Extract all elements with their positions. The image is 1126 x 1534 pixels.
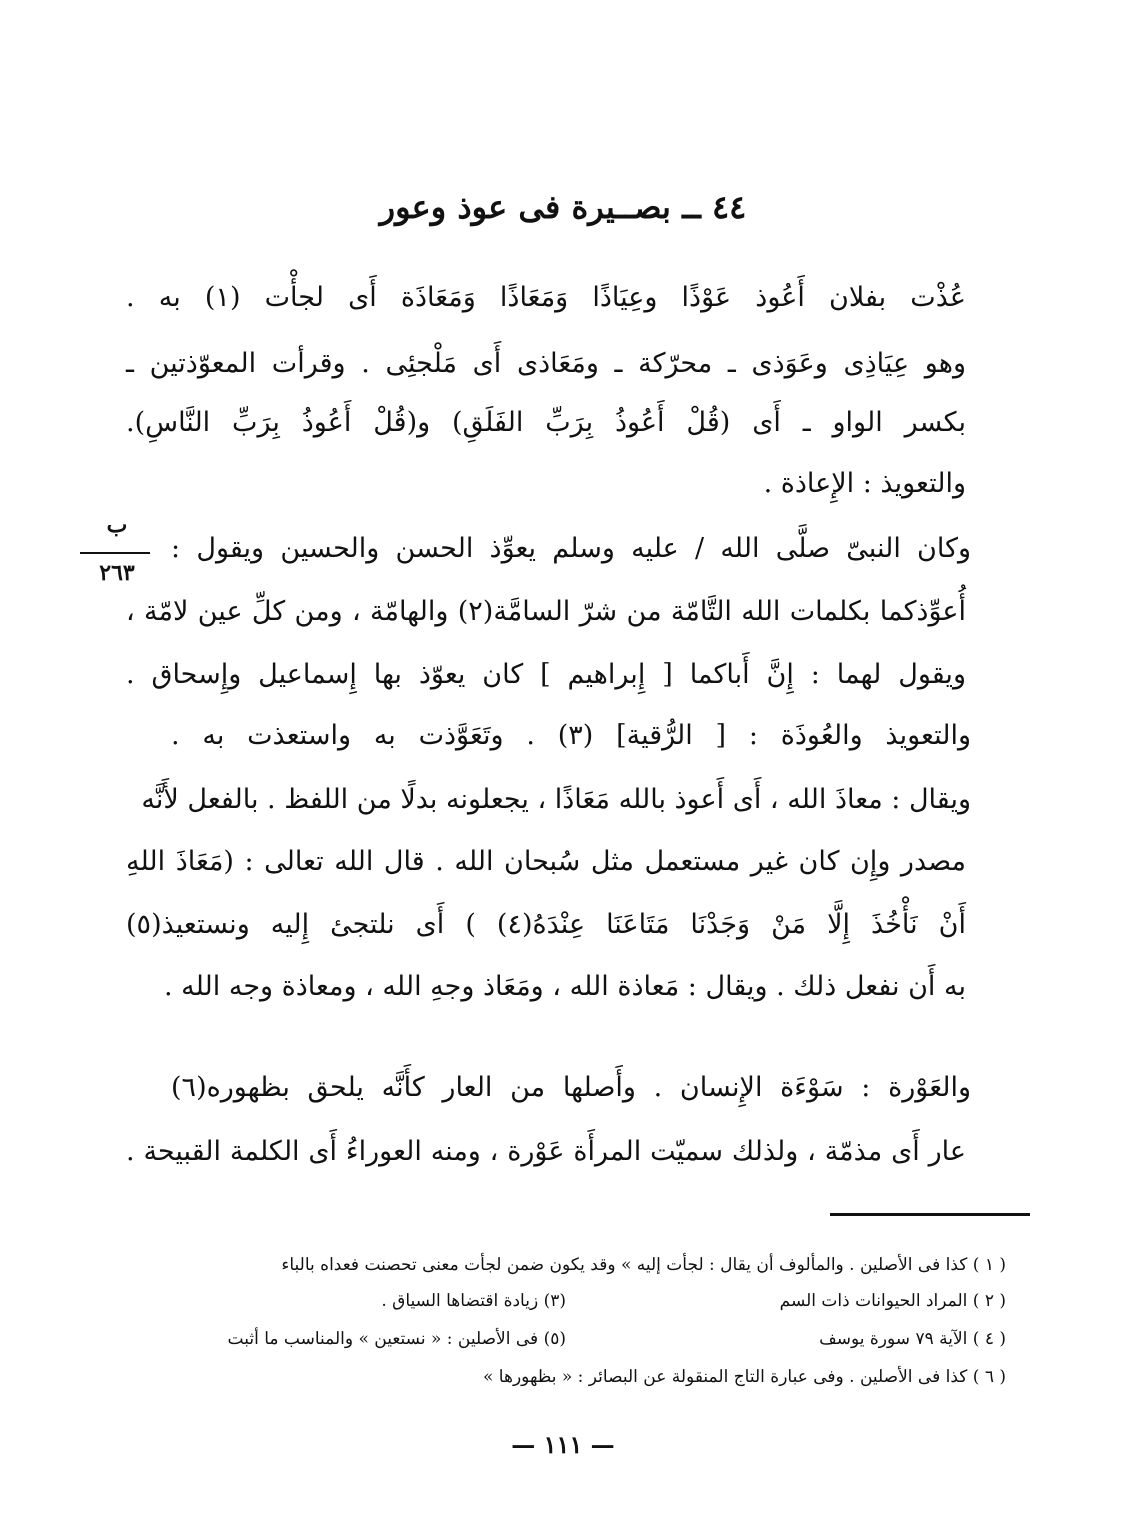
text-line-8: والتعويذ والعُوذَة : [ الرُّقية] (٣) . وتَعَوَّذت به واستعذت به . <box>171 720 971 751</box>
text-line-1: عُذْت بفلان أَعُوذ عَوْذًا وعِيَاذًا وَمَعَاذًا وَمَعَاذَة أَى لجأْت (١) به . <box>126 282 966 313</box>
footnote-6: ( ٦ ) كذا فى الأصلين . وفى عبارة التاج المنقولة عن البصائر : « بظهورها » <box>483 1367 1006 1387</box>
text-line-11: أَنْ نَأْخُذَ إِلَّا مَنْ وَجَدْنَا مَتَاعَنَا عِنْدَهُ(٤) ) أَى نلتجئ إِليه ونستعيذ(٥) <box>126 909 967 940</box>
page-title: ٤٤ ــ بصــيرة فى عوذ وعور <box>379 188 747 226</box>
text-line-7: ويقول لهما : إِنَّ أَباكما [ إِبراهيم ] كان يعوّذ بها إِسماعيل وإِسحاق . <box>126 659 966 690</box>
text-line-6: أُعوِّذكما بكلمات الله التَّامّة من شرّ السامَّة(٢) والهامّة ، ومن كلِّ عين لامّة ، <box>126 596 967 627</box>
footnote-2: ( ٢ ) المراد الحيوانات ذات السم <box>779 1291 1006 1311</box>
margin-divider <box>80 552 150 554</box>
margin-folio-marker: ب <box>106 512 128 538</box>
text-line-2: وهو عِيَاذِى وعَوَذى ـ محرّكة ـ ومَعَاذى أَى مَلْجئِى . وقرأت المعوّذتين ـ <box>126 348 966 379</box>
page-number: — ١١١ — <box>511 1430 615 1459</box>
text-line-3: بكسر الواو ـ أَى (قُلْ أَعُوذُ بِرَبِّ الفَلَقِ) و(قُلْ أَعُوذُ بِرَبِّ النَّاسِ). <box>126 407 966 438</box>
footnote-3: (٣) زيادة اقتضاها السياق . <box>381 1291 566 1311</box>
margin-folio-number: ٢٦٣ <box>99 560 135 586</box>
footnote-1: ( ١ ) كذا فى الأصلين . والمألوف أن يقال : لجأت إليه » وقد يكون ضمن لجأت معنى تحصنت فعداه بالباء <box>281 1255 1006 1275</box>
text-line-4: والتعويذ : الإِعاذة . <box>763 468 966 499</box>
text-line-13: والعَوْرة : سَوْءَة الإِنسان . وأَصلها من العار كأَنَّه يلحق بظهوره(٦) <box>171 1072 971 1103</box>
footnote-4: ( ٤ ) الآية ٧٩ سورة يوسف <box>819 1329 1006 1349</box>
footnote-separator <box>830 1213 1030 1216</box>
text-line-14: عار أَى مذمّة ، ولذلك سميّت المرأَة عَوْرة ، ومنه العوراءُ أَى الكلمة القبيحة . <box>126 1136 966 1167</box>
text-line-10: مصدر وإِن كان غير مستعمل مثل سُبحان الله . قال الله تعالى : (مَعَاذَ اللهِ <box>126 846 966 877</box>
text-line-5: وكان النبىّ صلَّى الله / عليه وسلم يعوِّذ الحسن والحسين ويقول : <box>171 533 971 564</box>
footnote-5: (٥) فى الأصلين : « نستعين » والمناسب ما أثبت <box>227 1329 566 1349</box>
text-line-12: به أَن نفعل ذلك . ويقال : مَعاذة الله ، ومَعَاذ وجهِ الله ، ومعاذة وجه الله . <box>163 971 966 1002</box>
text-line-9: ويقال : معاذَ الله ، أَى أَعوذ بالله مَعَاذًا ، يجعلونه بدلًا من اللفظ . بالفعل لأَنَّه <box>141 784 971 815</box>
